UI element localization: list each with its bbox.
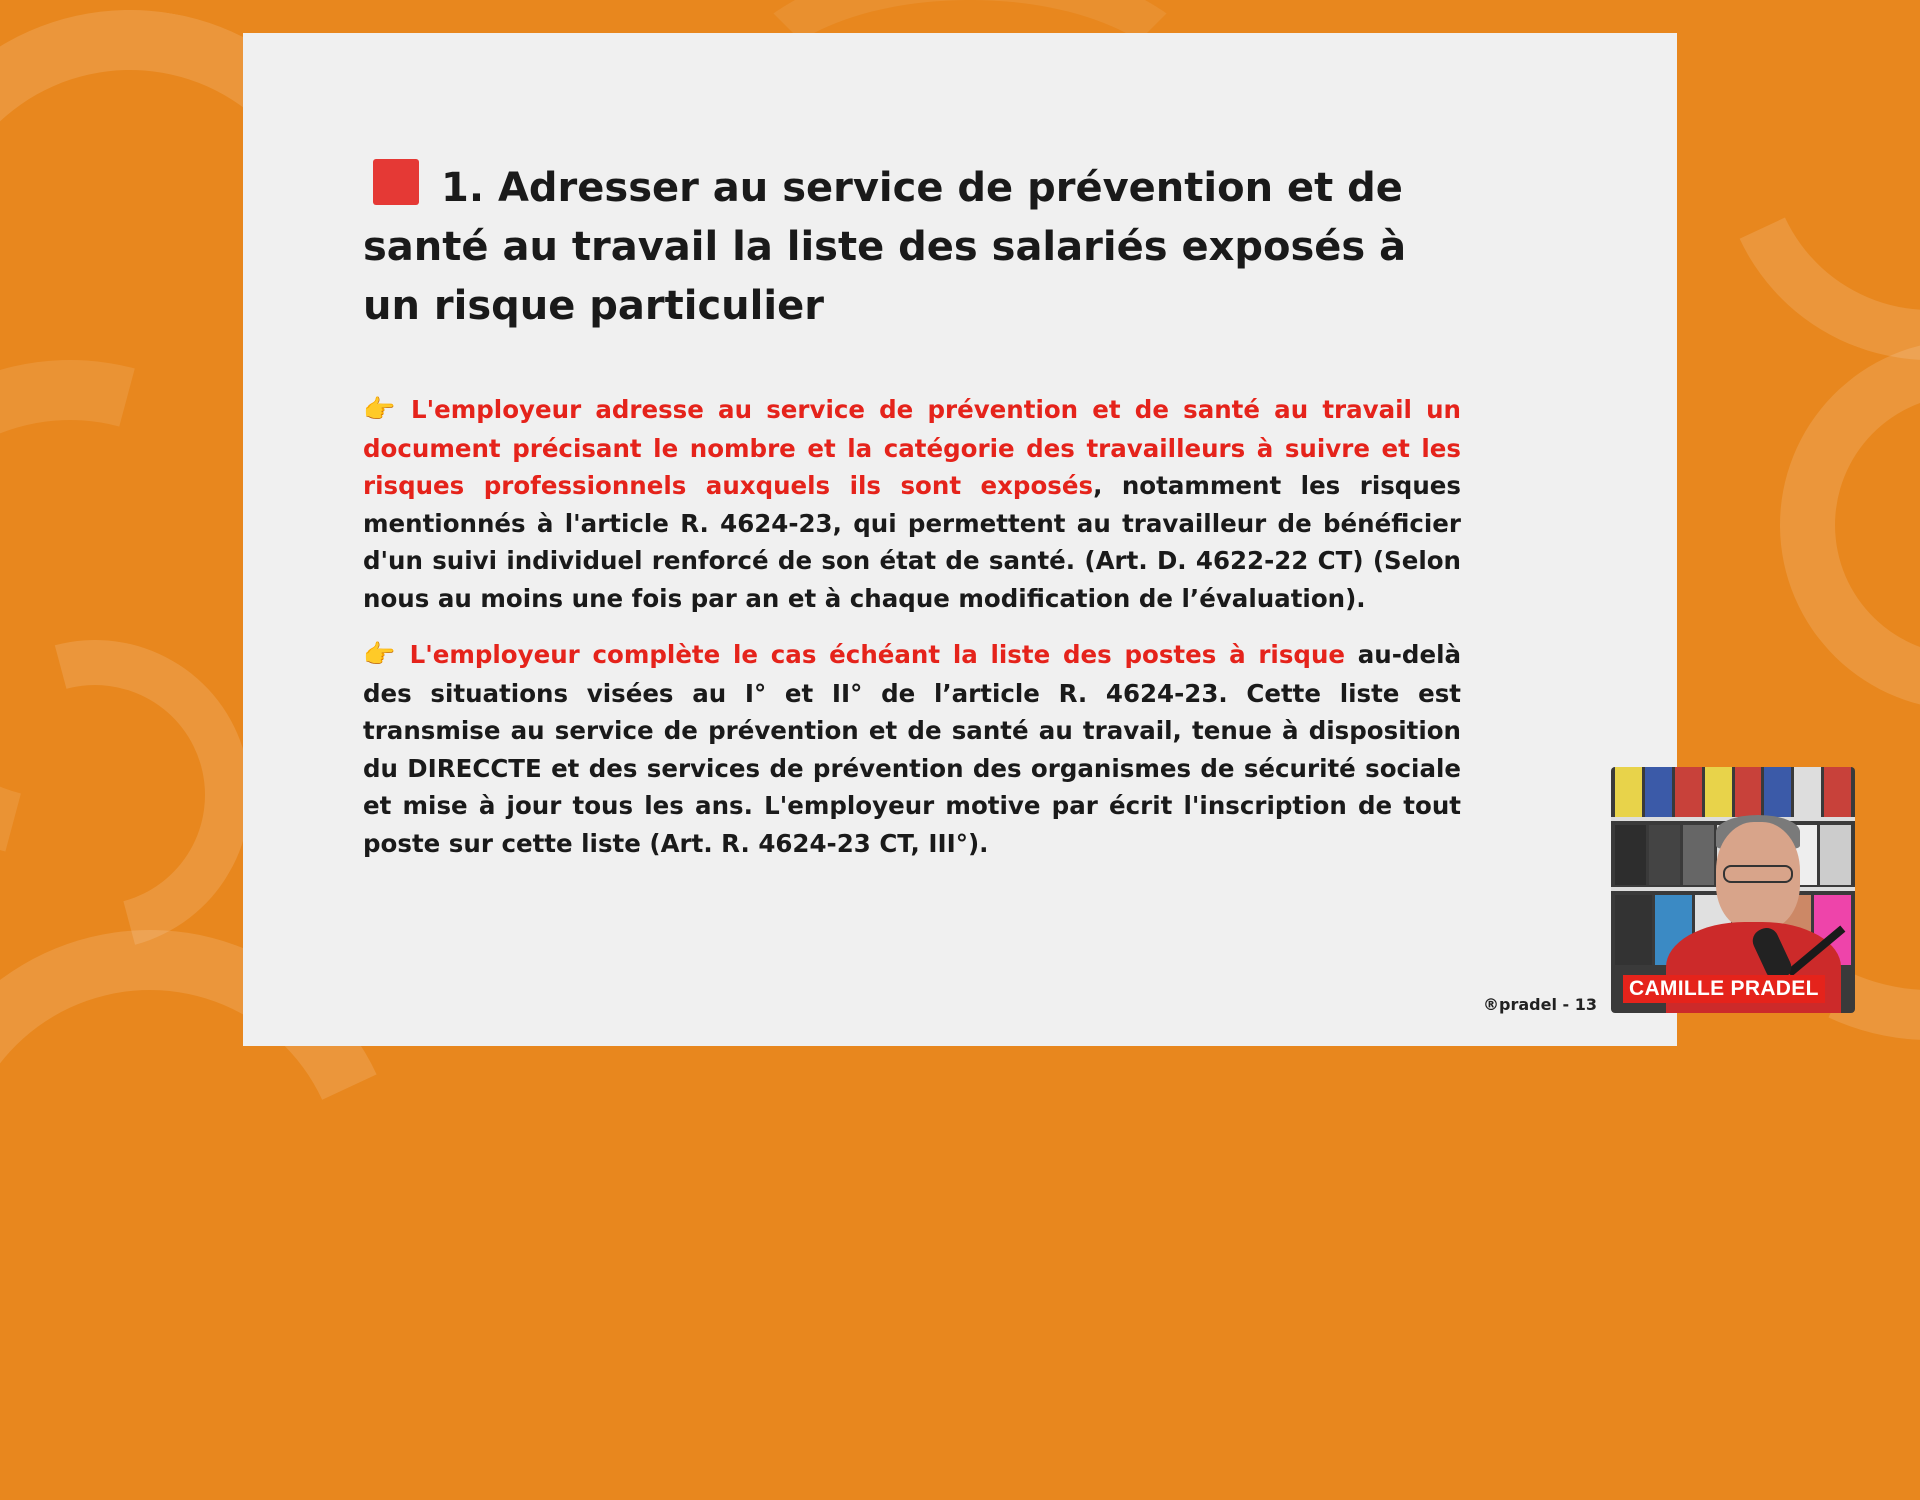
paragraph-2-highlight: L'employeur complète le cas échéant la liste des postes à risque — [409, 640, 1346, 669]
pointing-hand-icon: 👉 — [363, 395, 402, 425]
paragraph-2-text: au-delà des situations visées au I° et II° de l’article R. 4624-23. Cette liste est transmise au service de prévention et de santé au travail, tenue à disposition du DIRECCTE et des services de prévention des organismes de sécurité sociale et mise à jour tous les ans. L'employeur motive par écrit l'inscription de tout poste sur cette liste (Art. R. 4624-23 CT, III°). — [363, 640, 1461, 858]
decorative-arc — [1661, 0, 1920, 419]
pointing-hand-icon: 👉 — [363, 640, 400, 670]
red-square-icon — [373, 159, 419, 205]
paragraph-1 — [363, 391, 1461, 617]
bookshelf-row — [1611, 767, 1855, 817]
paragraph-1-highlight: L'employeur adresse au service de prévention et de santé au travail un document précisant le nombre et la catégorie des travailleurs à suivre et les risques professionnels auxquels ils sont exposés — [363, 395, 1461, 500]
presenter-name: CAMILLE PRADEL — [1623, 975, 1825, 1003]
slide-title-block — [363, 159, 1473, 336]
glasses — [1723, 865, 1793, 883]
paragraph-2 — [363, 636, 1461, 862]
slide-title: 1. Adresser au service de prévention et de santé au travail la liste des salariés exposés à un risque particulier — [363, 165, 1407, 329]
webcam-overlay — [1611, 767, 1855, 1013]
paragraph-1-text: , notamment les risques mentionnés à l'article R. 4624-23, qui permettent au travailleur de bénéficier d'un suivi individuel renforcé de son état de santé. (Art. D. 4622-22 CT) (Selon nous au moins une fois par an et à chaque modification de l’évaluation). — [363, 471, 1461, 613]
slide-footer: ®pradel - 13 — [1483, 995, 1597, 1014]
presentation-slide — [243, 33, 1677, 1046]
